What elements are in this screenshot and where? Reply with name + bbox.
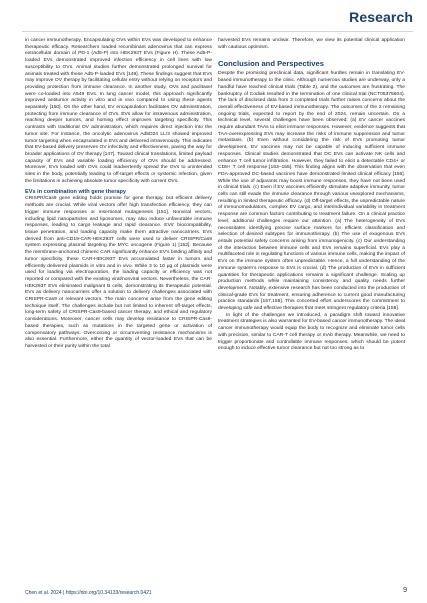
body-paragraph: In light of the challenges we introduced, a paradigm shift toward innovative treatment strategies is also warranted for EV-based cancer immunotherapy. The ideal cancer immunotherapy would equip the body to recognize and eliminate tumor cells with precision, similar to CAR-T cell therapy or mAb therapy. Meanwhile, we need to trigger proportionate and controllable immune responses, which should be potent enough to induce effective tumor clearance but not too strong as to (218, 312, 405, 352)
body-paragraph: in cancer immunotherapy. Encapsulating OVs within EVs was developed to enhance therapeutic efficacy. Researchers loaded recombinant adenovirus that can express extracellular domain of PD-1 (Ad5-P) into HEK293T EVs (Figure H). These Ad5-P-loaded EVs demonstrated improved infection efficiency in cell lines with low susceptibility to OVs. Animal studies further demonstrated prolonged survival for animals treated with these Ad5-P-loaded EVs [149]. These findings suggest that EVs may improve OV therapy by facilitating cellular entry without relying on receptors and providing protection from immune clearance. In another study, OVs and paclitaxel were co-loaded into A549 EVs. In lung cancer model, this approach significantly improved antitumor activity in vitro and in vivo compared to using these agents separately [150]. On the other hand, EV encapsulation facilitates OV administration, protecting from immune clearance of OVs. EVs allow for intravenous administration, reaching deeper tumors, and homing effect improves targeting specificity. This contrasts with traditional OV administration, which requires direct injection into the tumor site. For instance, the oncolytic adenovirus Ad5D24 LL/2 showed improved tumor targeting when encapsulated in EVs and delivered intravenously. This indicates that EV-based delivery preserves OV infectivity and effectiveness, paving the way for broader applications of OV therapy [147]. Toward clinical translations, limited payload capacity of EVs and variable loading efficiency of OVs should be addressed. Moreover, EVs loaded with OVs could inadvertently spread the OVs to unintended sites in the body, potentially leading to off-target effects or systemic infection, given the limitations in achieving absolute tumor specificity with current OVs. (25, 38, 212, 184)
body-paragraph: harvested EVs remains unclear. Therefore, we view its potential clinical application with cautious optimism. (218, 38, 405, 50)
left-column (25, 38, 212, 351)
page-header (0, 0, 427, 30)
right-column (218, 38, 405, 353)
body-paragraph: CRISPR/Cas9 gene editing holds promise for gene therapy, but efficient delivery methods are crucial. While viral vectors offer high transfection efficiency, they can trigger immune responses or insertional mutagenesis [151]. Nonviral vectors, including lipid nanoparticles and liposomes, may also induce unfavorable immune responses, leading to cargo leakage and rapid clearance. EVs' biocompatibility, tissue penetration, and loading capacity make them attractive nanocarriers. EVs derived from anti-CD19-CAR-HEK293T cells were used to deliver CRISPR/Cas9 system expressing plasmid targeting the MYC oncogene (Figure 1) [152]. Because the membrane-anchored chimeric CAR significantly enhance EV's binding affinity and tumor specificity, these CAR-HEK293T EVs accumulated faster in tumors and efficiently delivered plasmids in vitro and in vivo. While 3 to 10 µg of plasmids were used for loading via electroporation, the loading capacity or efficiency was not reported or compared with the existing viral/nonviral vectors. Nevertheless, the CAR-HEK293T EVs eliminated malignant B cells, demonstrating its therapeutic potential. EVs as delivery nanocarriers offer a solution to delivery challenges associated with CRISPR-Cas9 or relevant vectors. The main concerns arise from the gene editing technique itself. The challenges include but not limited to inherent off-target effects, long-term safety of CRISPR-Cas9-based cancer therapy, and ethical and regulatory considerations. Moreover, cancer cells may develop resistance to CRISPR-Cas9-based therapies, such as mutations in the targeted gene or activation of compensatory pathways. Overcoming or circumventing resistance mechanisms is also essential. Furthermore, either the quantity of vector-loaded EVs that can be harvested or their purity within the total (25, 196, 212, 349)
citation-text: Chen et al. 2024 | https://doi.org/10.34133/research.0421 (25, 590, 152, 596)
section-heading: Conclusion and Perspectives (218, 59, 324, 69)
header-divider (22, 31, 413, 32)
journal-title: Research (349, 9, 413, 25)
page-number: 9 (403, 587, 407, 594)
section-heading: EVs in combination with gene therapy (25, 189, 127, 196)
footer-citation (25, 590, 152, 596)
body-paragraph: Despite the promising preclinical data, significant hurdles remain in translating EV-based immunotherapy to the clinic. Although numerous studies are underway, only a handful have reached clinical trials (Table 2), and the outcomes are frustrating. The bankruptcy of Codiak resulted in the termination of one clinical trial (NCT05375604). The lack of disclosed data from 3 completed trials further raises concerns about the overall effectiveness of EV-based immunotherapy. The outcomes of the 2 remaining ongoing trials, expected to report by the end of 2024, remain uncertain. On a technical level, several challenges have been observed: (a) EV cancer vaccines require abundant TAAs to elicit immune responses. However, evidence suggests that TAA-overexpressing EVs may increase the risks of immune suppression and tumor metastasis. (b) Even without considering the risk of EVs promoting tumor development, EV vaccines may not be capable of inducing sufficient immune responses. Clinical studies demonstrated that DC EVs can activate NK cells and enhance T cell tumor infiltration. However, they failed to elicit a detectable CD4+ or CD8+ T cell response [153–155]. This finding aligns with the observation that even FDA-approved DC-based vaccines have demonstrated limited clinical efficacy [156]. While the use of adjuvants may boost immune responses, they have not been used in clinical trials. (c) Even if EV vaccines efficiently stimulate adaptive immunity, tumor cells can still evade the immune clearance through various unexplored mechanisms, resulting in limited therapeutic efficacy. (d) Off-target effects, the unpredictable nature of immunomodulators, complex EV cargo, and interindividual variability in treatment response are common factors contributing to treatment failure. On a clinical practice level, additional challenges require our attention. (a) The heterogeneity of EVs necessitates identifying precise surface markers for efficient classification and selection of desired subtypes for immunotherapy. (b) The use of exogenous EVs entails potential safety concerns arising from immunogenicity. (c) Our understanding of the interaction between immune cells and EVs remains superficial. EVs play a multifaceted role in regulating functions of various immune cells, making the impact of EVs on the immune system often unpredictable. Hence, a full understanding of the immune system's response to EVs is crucial. (d) The production of EVs in sufficient quantities for therapeutic applications remains a significant challenge. Scaling up production methods while maintaining consistency and quality needs further development. Notably, extensive research has been conducted into the production of clinical-grade EVs for treatment, ensuring adherence to current good manufacturing practice standards [157,158]. This concerted effort underscores the commitment to developing safe and effective therapies that meet stringent regulatory criteria [159]. (218, 71, 405, 312)
